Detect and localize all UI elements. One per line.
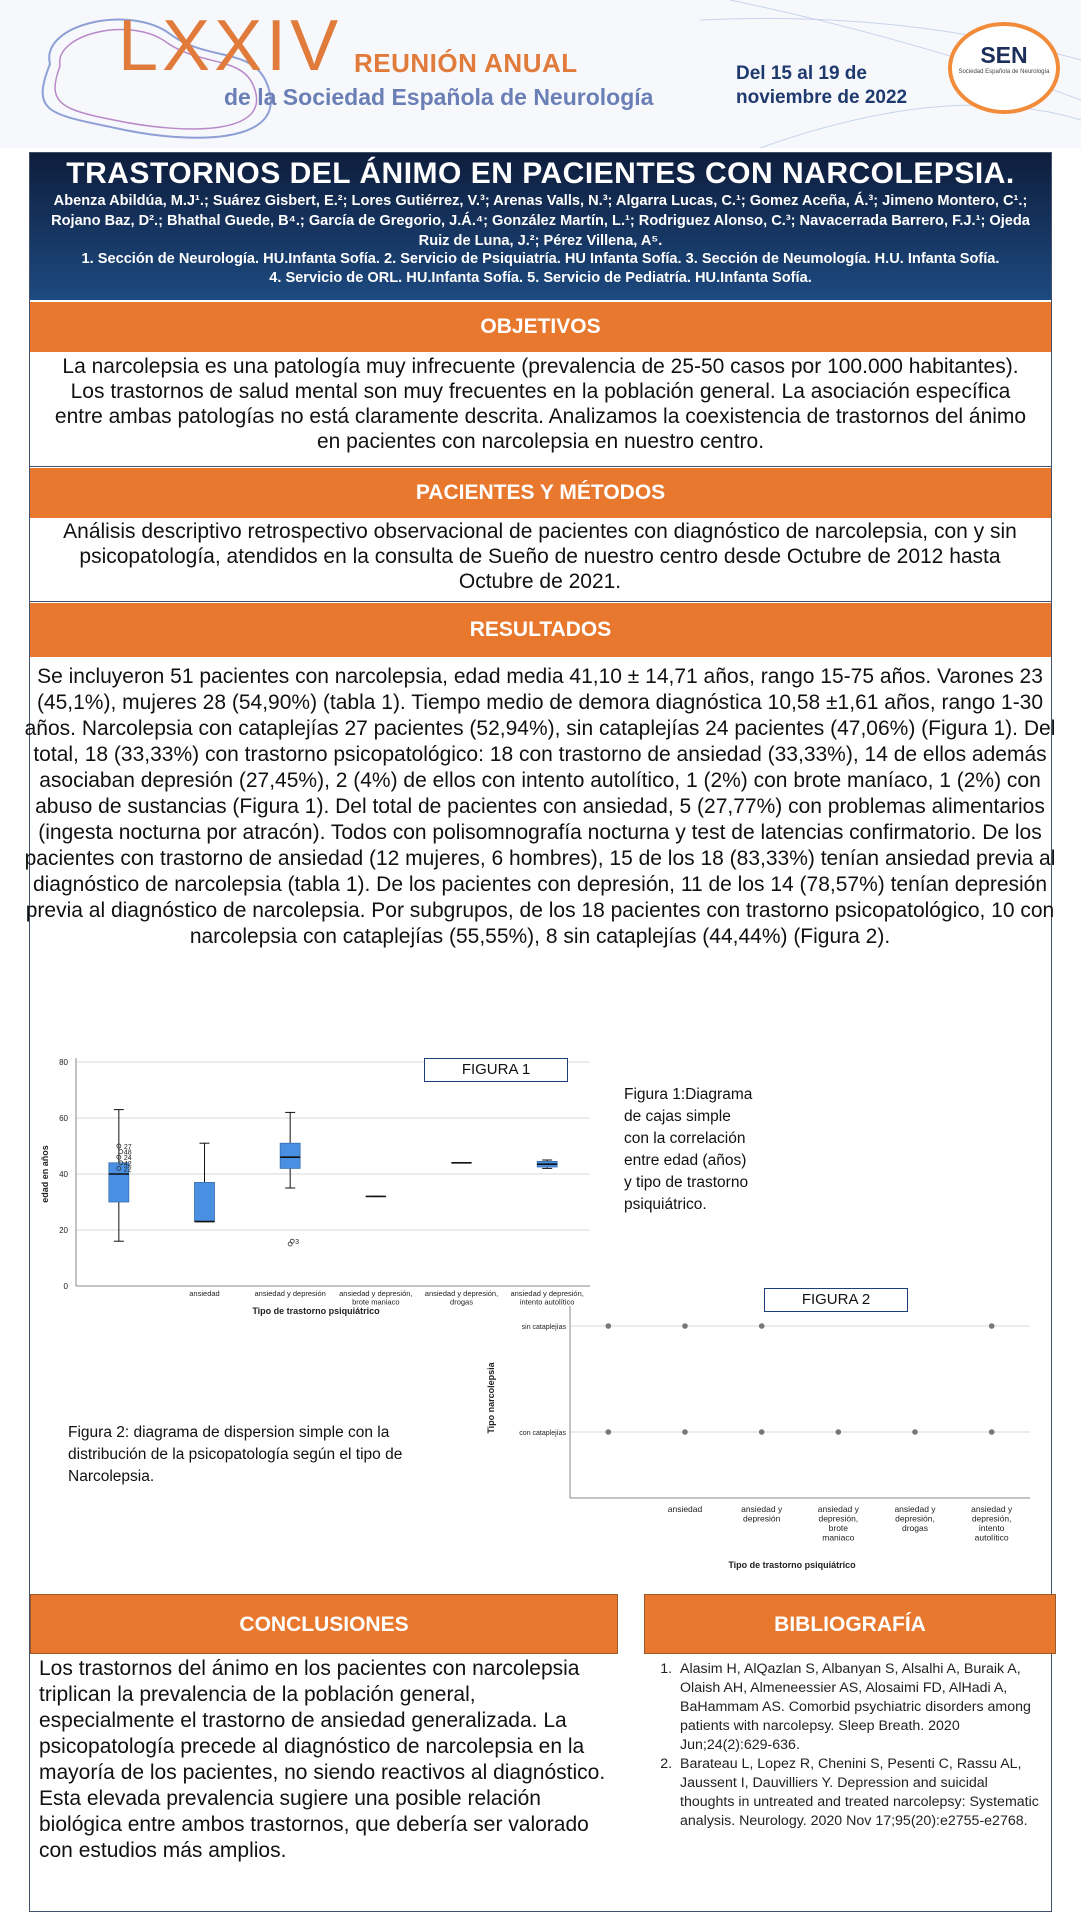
figure-2-scatter <box>480 1286 1040 1576</box>
caption-line: Narcolepsia. <box>68 1468 155 1485</box>
x-axis-title: Tipo de trastorno psiquiátrico <box>252 1306 380 1316</box>
figure-1-boxplot <box>34 1048 594 1316</box>
scatter-point <box>606 1429 612 1435</box>
caption-line: distribución de la psicopatología según el tipo de <box>68 1446 403 1463</box>
scatter-point <box>759 1323 765 1329</box>
poster-title-block <box>30 153 1051 300</box>
conclusiones-text: Los trastornos del ánimo en los pacientes con narcolepsia triplican la prevalencia de la población general, especialmente el trastorno de ansiedad generalizada. La psicopatología precede al diagnóstico de narcolepsia en la mayoría de los pacientes, no siendo reactivos al diagnóstico. Esta elevada prevalencia sugiere una posible relación biológica entre ambos trastornos, que debería ser valorado con estudios más amplios. <box>39 1657 606 1862</box>
scatter-point <box>606 1323 612 1329</box>
box <box>280 1143 300 1168</box>
caption-line: entre edad (años) <box>624 1152 747 1169</box>
resultados-text: Se incluyeron 51 pacientes con narcolepsia, edad media 41,10 ± 14,71 años, rango 15-75 años. Varones 23 (45,1%), mujeres 28 (54,90%) (tabla 1). Tiempo medio de demora diagnóstica 10,58 ±1,61 años, rango 1-30 años. Narcolepsia con cataplejías 27 pacientes (52,94%), sin cataplejías 24 pacientes (47,06%) (Figura 1). Del total, 18 (33,33%) con trastorno psicopatológico: 18 con trastorno de ansiedad (33,33%), 14 de ellos además asociaban depresión (27,45%), 2 (4%) de ellos con intento autolítico, 1 (2%) con brote maníaco, 1 (2%) con abuso de sustancias (Figura 1). Del total de pacientes con ansiedad, 5 (27,77%) con problemas alimentarios (ingesta nocturna por atracón). Todos con polisomnografía nocturna y test de latencias confirmatorio. De los pacientes con trastorno de ansiedad (12 mujeres, 6 hombres), 15 de los 18 (83,33%) tenían ansiedad previa al diagnóstico de narcolepsia (tabla 1). De los pacientes con depresión, 11 de los 14 (78,57%) tenían depresión previa al diagnóstico de narcolepsia. Por subgrupos, de los 18 pacientes con trastorno psicopatológico, 10 con narcolepsia con cataplejías (55,55%), 8 sin cataplejías (44,44%) (Figura 2). <box>24 665 1056 948</box>
caption-line: y tipo de trastorno <box>624 1174 749 1191</box>
dates-line-1: Del 15 al 19 de <box>736 63 867 84</box>
y-tick-label: 40 <box>59 1170 68 1179</box>
event-subtitle: de la Sociedad Española de Neurología <box>224 84 654 110</box>
scatter-point <box>912 1429 918 1435</box>
x-tick-label: ansiedad y depresión, drogas <box>894 1504 936 1533</box>
y-tick-label: 60 <box>59 1114 68 1123</box>
event-banner <box>0 0 1081 148</box>
x-tick-label: ansiedad y depresión, intento autolítico <box>510 1289 584 1307</box>
caption-line: con la correlación <box>624 1130 746 1147</box>
poster-title: TRASTORNOS DEL ÁNIMO EN PACIENTES CON NARCOLEPSIA. <box>66 157 1015 190</box>
outlier-point <box>290 1239 294 1243</box>
outlier-label: 27 <box>123 1144 132 1151</box>
sen-logo <box>948 22 1060 114</box>
figure-1-label: FIGURA 1 <box>424 1058 568 1082</box>
y-tick-label: sin cataplejías <box>521 1324 566 1331</box>
metodos-heading: PACIENTES Y MÉTODOS <box>30 468 1051 518</box>
x-tick-label: ansiedad y depresión <box>254 1289 326 1298</box>
divider <box>30 466 1051 467</box>
scatter-point <box>989 1323 995 1329</box>
conclusiones-heading: CONCLUSIONES <box>30 1594 618 1654</box>
scatter-point <box>836 1429 842 1435</box>
outlier-point <box>119 1150 123 1154</box>
x-tick-label: ansiedad y depresión, drogas <box>424 1289 499 1307</box>
event-title: REUNIÓN ANUAL <box>354 48 578 78</box>
poster-affiliations: 1. Sección de Neurología. HU.Infanta Sofía. 2. Servicio de Psiquiatría. HU Infanta Sofía. 3. Sección de Neumología. H.U. Infanta Sofía. 4. Servicio de ORL. HU.Infanta Sofía. 5. Servicio de Pediatría. HU.Infanta Sofía. <box>81 251 1000 286</box>
y-tick-label: 0 <box>63 1282 68 1291</box>
dates-line-2: noviembre de 2022 <box>736 87 908 108</box>
poster-authors: Abenza Abildúa, M.J¹.; Suárez Gisbert, E.²; Lores Gutiérrez, V.³; Arenas Valls, N.³; Algarra Lucas, C.¹; Gomez Aceña, Á.³; Jimeno Montero, C¹.; Rojano Baz, D².; Bhathal Guede, B⁴.; García de Gregorio, J.Á.⁴; González Martín, L.¹; Rodriguez Alonso, C.³; Navacerrada Barrero, F.J.¹; Ojeda Ruiz de Luna, J.²; Pérez Villena, A⁵. <box>51 193 1030 249</box>
scatter-point <box>682 1429 688 1435</box>
scatter-point <box>989 1429 995 1435</box>
reference-item: 1. Alasim H, AlQazlan S, Albanyan S, Alsalhi A, Buraik A, Olaish AH, Almeneessier AS, Alosaimi FD, AlHadi A, BaHammam AS. Comorbid psychiatric disorders among patients with narcolepsy. Sleep Breath. 2020 Jun;24(2):629-636. <box>676 1660 1044 1755</box>
box <box>195 1182 215 1221</box>
outlier-label: 3 <box>295 1239 300 1247</box>
caption-line: psiquiátrico. <box>624 1196 707 1213</box>
figure-2-caption <box>68 1422 448 1488</box>
scatter-point <box>682 1323 688 1329</box>
outlier-label: 42 <box>123 1160 132 1168</box>
y-tick-label: 80 <box>59 1058 68 1067</box>
x-axis-title: Tipo de trastorno psiquiátrico <box>728 1560 856 1570</box>
y-axis-title: Tipo narcolepsia <box>486 1362 496 1434</box>
sen-logo-text: SEN <box>980 42 1028 68</box>
x-tick-label: ansiedad y depresión, brote maniaco <box>817 1504 859 1543</box>
metodos-text: Análisis descriptivo retrospectivo observacional de pacientes con diagnóstico de narcolepsia, con y sin psicopatología, atendidos en la consulta de Sueño de nuestro centro desde Octubre de 2012 hasta Octubre de 2021. <box>63 520 1017 593</box>
objetivos-text: La narcolepsia es una patología muy infrecuente (prevalencia de 25-50 casos por 100.000 habitantes). Los trastornos de salud mental son muy frecuentes en la población general. La asociación específica entre ambas patologías no está claramente descrita. Analizamos la coexistencia de trastornos del ánimo en pacientes con narcolepsia en nuestro centro. <box>54 355 1027 453</box>
x-tick-label: ansiedad y depresión <box>741 1504 783 1524</box>
caption-line: de cajas simple <box>624 1108 731 1125</box>
x-tick-label: ansiedad <box>189 1289 220 1298</box>
resultados-heading: RESULTADOS <box>30 603 1051 657</box>
y-tick-label: 20 <box>59 1226 68 1235</box>
figure-2-label: FIGURA 2 <box>764 1288 908 1312</box>
caption-line: Figura 1:Diagrama <box>624 1086 753 1103</box>
outlier-point <box>288 1242 292 1246</box>
y-axis-title: edad en años <box>40 1145 50 1203</box>
scatter-point <box>759 1429 765 1435</box>
divider <box>30 601 1051 602</box>
bibliografia-heading: BIBLIOGRAFÍA <box>644 1594 1056 1654</box>
outlier-label: 22 <box>123 1166 132 1174</box>
x-tick-label: ansiedad y depresión, intento autolítico <box>971 1504 1013 1543</box>
x-tick-label: ansiedad <box>667 1504 703 1514</box>
x-tick-label: ansiedad y depresión, brote maniaco <box>339 1289 413 1307</box>
bibliografia-list <box>644 1660 1044 1831</box>
caption-line: Figura 2: diagrama de dispersion simple con la <box>68 1424 390 1441</box>
outlier-label: 48 <box>123 1149 132 1157</box>
event-dates <box>736 62 907 110</box>
figure-1-caption <box>624 1084 804 1216</box>
edition-number: LXXIV <box>118 6 343 86</box>
objetivos-heading: OBJETIVOS <box>30 302 1051 352</box>
reference-item: 2. Barateau L, Lopez R, Chenini S, Pesenti C, Rassu AL, Jaussent I, Dauvilliers Y. Depression and suicidal thoughts in untreated and treated narcolepsy: Systematic analysis. Neurology. 2020 Nov 17;95(20):e2755-e2768. <box>676 1755 1044 1831</box>
y-tick-label: con cataplejías <box>519 1430 566 1437</box>
outlier-label: 24 <box>123 1155 132 1163</box>
sen-logo-subtext: Sociedad Española de Neurología <box>958 69 1050 75</box>
